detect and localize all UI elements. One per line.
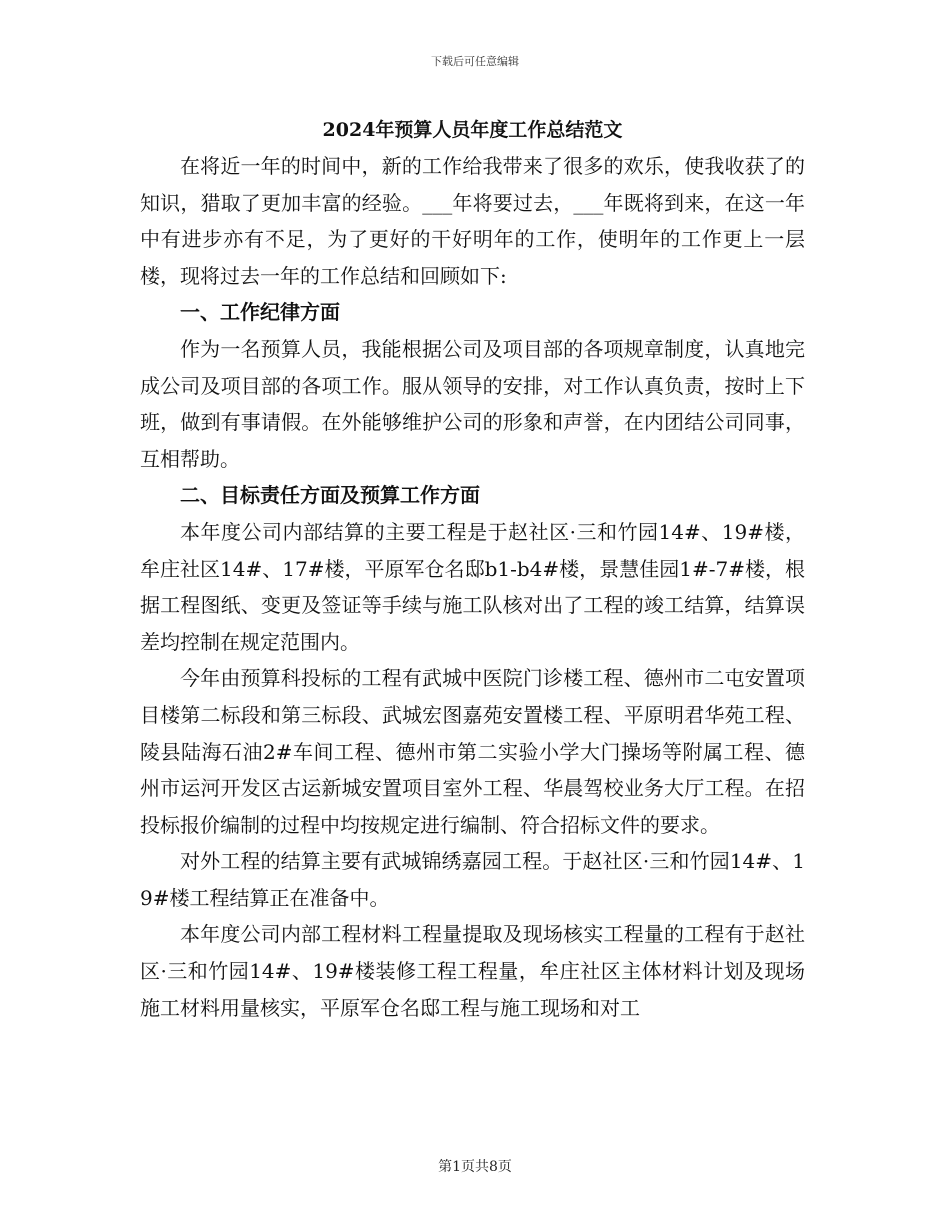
bidding-paragraph: 今年由预算科投标的工程有武城中医院门诊楼工程、德州市二屯安置项目楼第二标段和第三标段、武城宏图嘉苑安置楼工程、平原明君华苑工程、陵县陆海石油2#车间工程、德州市第二实验小学大门操场等附属工程、德州市运河开发区古运新城安置项目室外工程、华晨驾校业务大厅工程。在招投标报价编制的过程中均按规定进行编制、符合招标文件的要求。 xyxy=(140,666,805,837)
section-heading-targets: 二、目标责任方面及预算工作方面 xyxy=(180,483,480,508)
page-number: 第1页共8页 xyxy=(438,1159,512,1175)
document-title: 2024年预算人员年度工作总结范文 xyxy=(322,119,623,141)
discipline-paragraph: 作为一名预算人员，我能根据公司及项目部的各项规章制度，认真地完成公司及项目部的各项工作。服从领导的安排，对工作认真负责，按时上下班，做到有事请假。在外能够维护公司的形象和声誉，在内团结公司同事，互相帮助。 xyxy=(140,336,805,471)
intro-paragraph: 在将近一年的时间中，新的工作给我带来了很多的欢乐，使我收获了的知识，猎取了更加丰富的经验。___年将要过去，___年既将到来，在这一年中有进步亦有不足，为了更好的干好明年的工作，使明年的工作更上一层楼，现将过去一年的工作总结和回顾如下: xyxy=(140,154,805,288)
section-heading-discipline: 一、工作纪律方面 xyxy=(180,300,340,325)
document-body xyxy=(140,112,805,1026)
external-settlement-paragraph: 对外工程的结算主要有武城锦绣嘉园工程。于赵社区·三和竹园14#、19#楼工程结算正在准备中。 xyxy=(140,849,805,910)
settlement-paragraph: 本年度公司内部结算的主要工程是于赵社区·三和竹园14#、19#楼，牟庄社区14#、17#楼，平原军仓名邸b1-b4#楼，景慧佳园1#-7#楼，根据工程图纸、变更及签证等手续与施工队核对出了工程的竣工结算，结算误差均控制在规定范围内。 xyxy=(140,519,805,654)
materials-paragraph: 本年度公司内部工程材料工程量提取及现场核实工程量的工程有于赵社区·三和竹园14#、19#楼装修工程工程量，牟庄社区主体材料计划及现场施工材料用量核实，平原军仓名邸工程与施工现场和对工 xyxy=(140,922,805,1020)
header-note: 下载后可任意编辑 xyxy=(431,55,519,68)
